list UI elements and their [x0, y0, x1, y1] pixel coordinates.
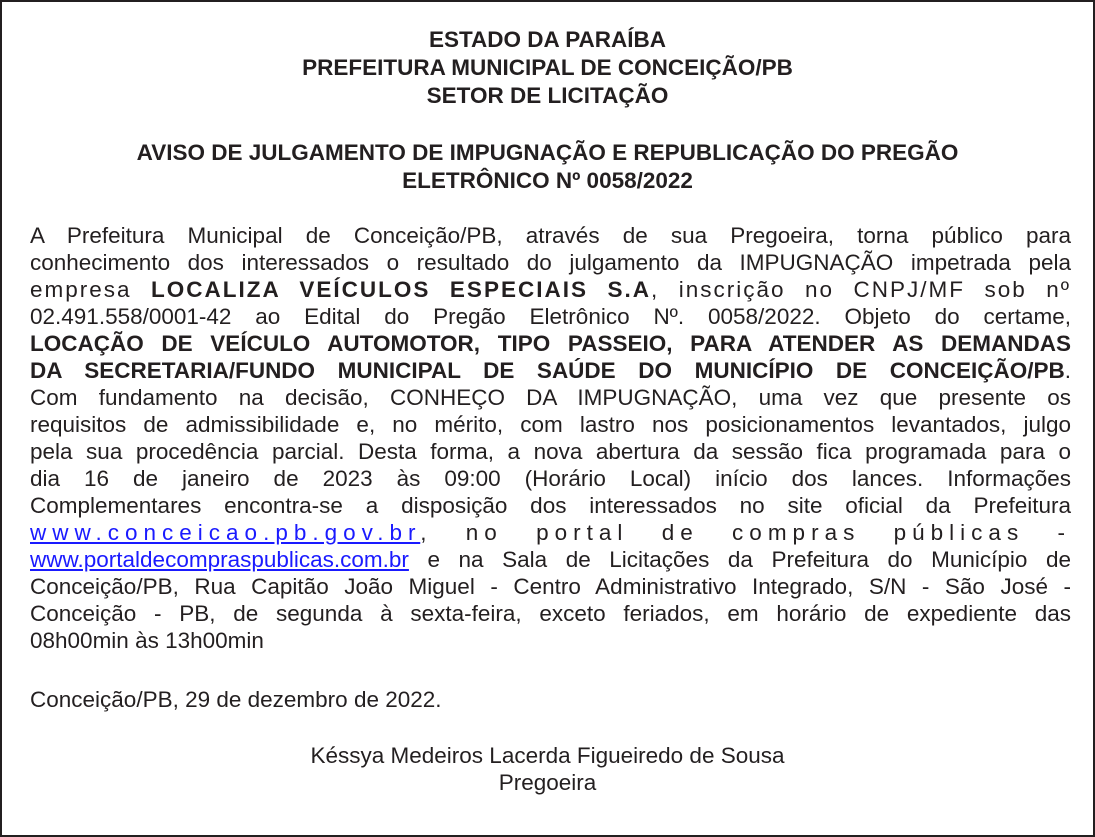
period: .: [1064, 358, 1071, 383]
body-line-16: 08h00min às 13h00min: [30, 628, 264, 653]
body-line-4: 02.491.558/0001-42 ao Edital do Pregão Eletrônico Nº. 0058/2022. Objeto do certame,: [30, 304, 1071, 329]
body-line-7: Com fundamento na decisão, CONHEÇO DA IMPUGNAÇÃO, uma vez que presente os: [30, 385, 1071, 410]
purchases-portal-link[interactable]: www.portaldecompraspublicas.com.br: [30, 547, 409, 572]
notice-title-line-2: ELETRÔNICO Nº 0058/2022: [402, 168, 693, 193]
body-line-13: [30, 546, 1071, 573]
body-text: , inscrição no CNPJ/MF sob nº: [650, 277, 1071, 302]
body-text: , no portal de compras públicas -: [420, 520, 1071, 545]
body-line-12: [30, 519, 1071, 546]
object-continuation: DA SECRETARIA/FUNDO MUNICIPAL DE SAÚDE DO MUNICÍPIO DE CONCEIÇÃO/PB: [30, 358, 1065, 383]
body-line-9: pela sua procedência parcial. Desta forma, a nova abertura da sessão fica programada para o: [30, 439, 1071, 464]
body-text: empresa: [30, 277, 152, 302]
body-line-6: [30, 357, 1071, 384]
body-line-2: conhecimento dos interessados o resultado do julgamento da IMPUGNAÇÃO impetrada pela: [30, 250, 1071, 275]
header-prefecture: PREFEITURA MUNICIPAL DE CONCEIÇÃO/PB: [302, 55, 793, 80]
signer-role: Pregoeira: [498, 770, 597, 795]
body-line-8: requisitos de admissibilidade e, no mérito, com lastro nos posicionamentos levantados, julgo: [30, 412, 1071, 437]
date-line: Conceição/PB, 29 de dezembro de 2022.: [30, 687, 442, 712]
body-line-10: dia 16 de janeiro de 2023 às 09:00 (Horário Local) início dos lances. Informações: [30, 466, 1071, 491]
body-line-15: Conceição - PB, de segunda à sexta-feira, exceto feriados, em horário de expediente das: [30, 601, 1071, 626]
header-sector: SETOR DE LICITAÇÃO: [426, 83, 669, 108]
notice-title-line-1: AVISO DE JULGAMENTO DE IMPUGNAÇÃO E REPUBLICAÇÃO DO PREGÃO: [136, 140, 959, 165]
body-line-3: [30, 276, 1071, 303]
signer-name: Késsya Medeiros Lacerda Figueiredo de Sousa: [310, 743, 785, 768]
body-line-14: Conceição/PB, Rua Capitão João Miguel - Centro Administrativo Integrado, S/N - São José -: [30, 574, 1071, 599]
body-text: e na Sala de Licitações da Prefeitura do Município de: [408, 547, 1071, 572]
prefecture-website-link[interactable]: www.conceicao.pb.gov.br: [30, 520, 421, 545]
body-line-1: A Prefeitura Municipal de Conceição/PB, através de sua Pregoeira, torna público para: [30, 223, 1071, 248]
header-state: ESTADO DA PARAÍBA: [428, 27, 667, 52]
body-line-5-object: LOCAÇÃO DE VEÍCULO AUTOMOTOR, TIPO PASSEIO, PARA ATENDER AS DEMANDAS: [30, 331, 1071, 356]
company-name: LOCALIZA VEÍCULOS ESPECIAIS S.A: [151, 277, 651, 302]
body-line-11: Complementares encontra-se a disposição dos interessados no site oficial da Prefeitura: [30, 493, 1071, 518]
